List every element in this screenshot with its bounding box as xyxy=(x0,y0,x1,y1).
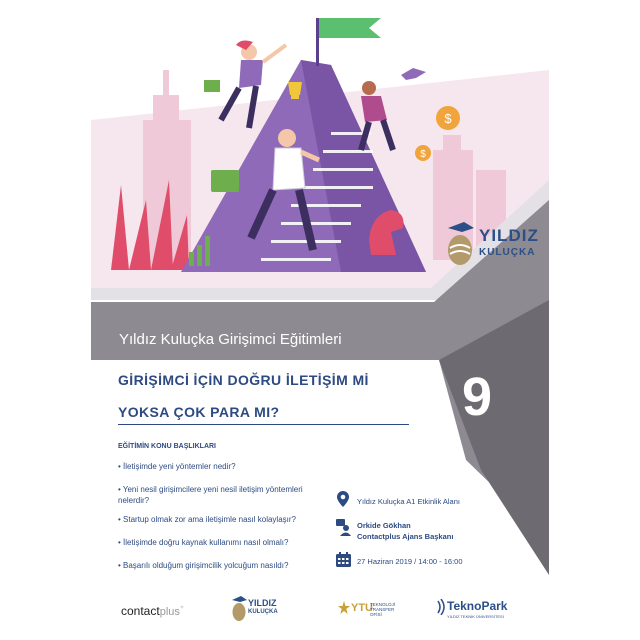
bird-egg-icon xyxy=(444,220,476,266)
svg-text:$: $ xyxy=(444,111,452,126)
episode-number: 9 xyxy=(461,367,493,427)
date-time: 27 Haziran 2019 / 14:00 - 16:00 xyxy=(357,557,463,566)
footer-logos xyxy=(91,588,549,628)
topics-heading: EĞİTİMİN KONU BAŞLIKLARI xyxy=(118,443,216,450)
topic-item: • Başarılı olduğum girişimcilik yolcuğum nasıldı? xyxy=(118,561,289,570)
svg-text:$: $ xyxy=(420,149,426,160)
speaker-icon xyxy=(336,519,351,536)
ytu-sub xyxy=(370,602,403,617)
poster xyxy=(91,0,549,640)
teknopark-logo xyxy=(436,598,531,622)
title-divider xyxy=(118,424,409,425)
bird-egg-small-icon xyxy=(231,596,247,622)
speaker-title: Contactplus Ajans Başkanı xyxy=(357,532,454,541)
ytu-sub1: TEKNOLOJİ xyxy=(370,602,396,607)
plus-mark-icon: ⁺ xyxy=(179,604,185,613)
topic-item: • Startup olmak zor ama iletişimle nasıl kolaylaşır? xyxy=(118,515,296,524)
yildiz-kulucka-logo xyxy=(444,216,539,274)
ytu-tto-logo xyxy=(338,600,403,622)
location-pin-icon xyxy=(337,491,349,507)
contactplus-suffix: plus xyxy=(159,606,180,618)
signal-icon xyxy=(436,599,446,615)
location-text: Yıldız Kuluçka A1 Etkinlik Alanı xyxy=(357,497,460,506)
yildiz-kulucka-footer-logo xyxy=(231,594,283,624)
band-title: Yıldız Kuluçka Girişimci Eğitimleri xyxy=(119,331,342,348)
contactplus-main: contact xyxy=(121,604,160,618)
topic-item: • İletişimde yeni yöntemler nedir? xyxy=(118,462,236,471)
topic-item: • İletişimde doğru kaynak kullanımı nasıl olmalı? xyxy=(118,538,289,547)
teknopark-main: TeknoPark xyxy=(447,599,508,613)
main-title-line1: GİRİŞİMCİ İÇİN DOĞRU İLETİŞİM Mİ xyxy=(118,372,369,388)
topic-item: • Yeni nesil girişimcilere yeni nesil iletişim yöntemleri nelerdir? xyxy=(118,485,303,505)
teknopark-sub: YILDIZ TEKNİK ÜNİVERSİTESİ xyxy=(447,614,504,619)
speaker-name: Orkide Gökhan xyxy=(357,521,411,530)
ytu-sub2: TRANSFER OFİSİ xyxy=(370,607,395,617)
star-icon xyxy=(338,601,350,617)
yk-line1: YILDIZ xyxy=(248,598,277,608)
yk-line2: KULUÇKA xyxy=(248,609,278,615)
ytu-main: YTU xyxy=(351,602,373,614)
calendar-icon xyxy=(336,552,351,567)
main-title-line2: YOKSA ÇOK PARA MI? xyxy=(118,404,280,420)
contactplus-logo xyxy=(121,604,184,618)
brand-line2: KULUÇKA xyxy=(479,247,536,258)
brand-line1: YILDIZ xyxy=(479,226,539,245)
